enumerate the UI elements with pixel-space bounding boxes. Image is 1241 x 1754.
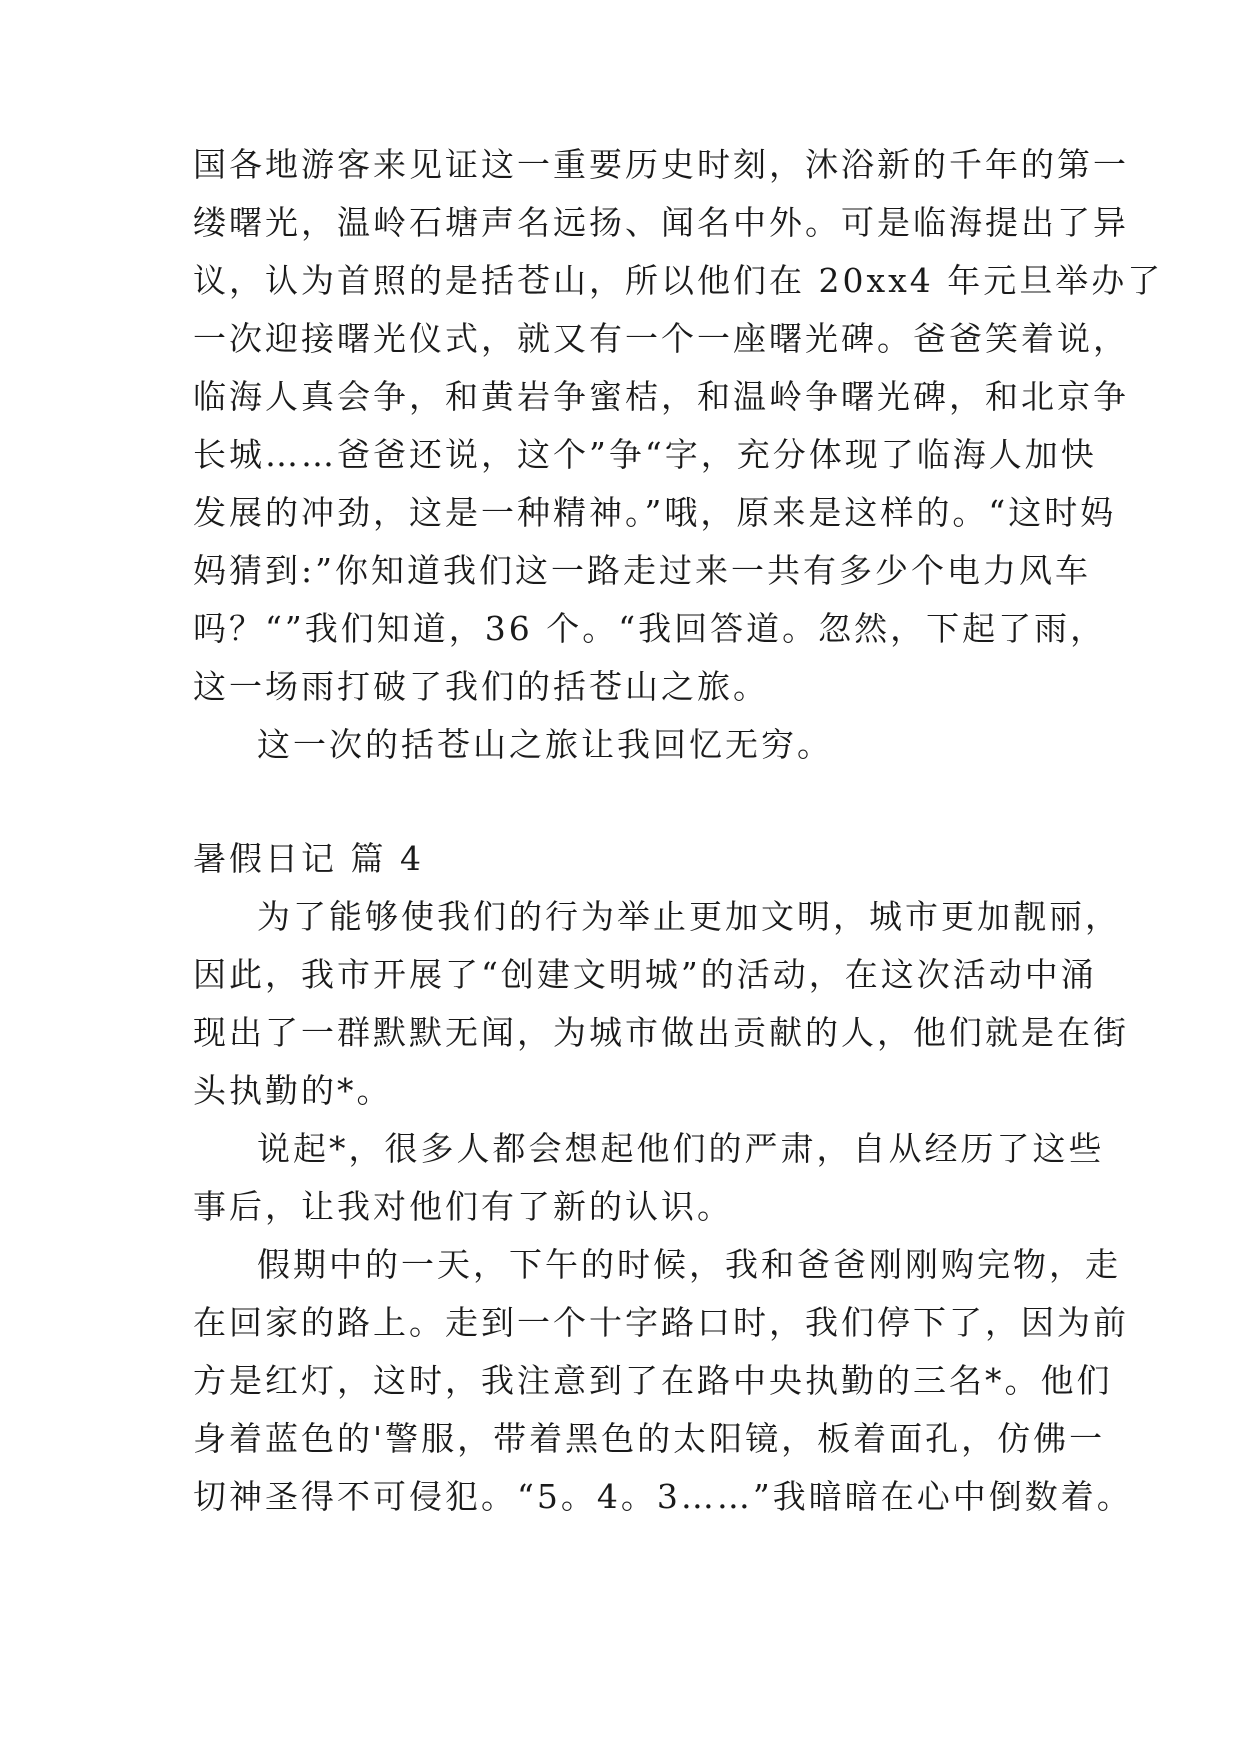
text-line: 现出了一群默默无闻，为城市做出贡献的人，他们就是在街 xyxy=(193,1013,1129,1052)
text-line: 说起*，很多人都会想起他们的严肃，自从经历了这些 xyxy=(257,1129,1105,1168)
text-line: 事后，让我对他们有了新的认识。 xyxy=(193,1187,733,1226)
text-line: 发展的冲劲，这是一种精神。”哦，原来是这样的。“这时妈 xyxy=(193,493,1117,532)
text-line: 切神圣得不可侵犯。“5。4。3……”我暗暗在心中倒数着。 xyxy=(193,1477,1133,1516)
text-line: 因此，我市开展了“创建文明城”的活动，在这次活动中涌 xyxy=(193,955,1097,994)
text-line: 在回家的路上。走到一个十字路口时，我们停下了，因为前 xyxy=(193,1303,1129,1342)
text-line: 临海人真会争，和黄岩争蜜桔，和温岭争曙光碑，和北京争 xyxy=(193,377,1129,416)
text-line: 妈猜到:”你知道我们这一路走过来一共有多少个电力风车 xyxy=(193,551,1091,590)
text-line: 国各地游客来见证这一重要历史时刻，沐浴新的千年的第一 xyxy=(193,145,1129,184)
text-line: 为了能够使我们的行为举止更加文明，城市更加靓丽， xyxy=(257,897,1121,936)
text-line: 吗？“”我们知道，36 个。“我回答道。忽然，下起了雨， xyxy=(193,609,1107,648)
text-line: 身着蓝色的'警服，带着黑色的太阳镜，板着面孔，仿佛一 xyxy=(193,1419,1106,1458)
text-line: 假期中的一天，下午的时候，我和爸爸刚刚购完物，走 xyxy=(257,1245,1121,1284)
text-line: 一次迎接曙光仪式，就又有一个一座曙光碑。爸爸笑着说， xyxy=(193,319,1129,358)
text-line: 方是红灯，这时，我注意到了在路中央执勤的三名*。他们 xyxy=(193,1361,1113,1400)
section-title: 暑假日记 篇 4 xyxy=(193,839,424,878)
closing-paragraph: 这一次的括苍山之旅让我回忆无穷。 xyxy=(257,725,833,764)
text-line: 缕曙光，温岭石塘声名远扬、闻名中外。可是临海提出了异 xyxy=(193,203,1129,242)
text-line: 长城……爸爸还说，这个”争“字，充分体现了临海人加快 xyxy=(193,435,1097,474)
text-line: 议，认为首照的是括苍山，所以他们在 20xx4 年元旦举办了 xyxy=(193,261,1164,300)
text-line: 这一场雨打破了我们的括苍山之旅。 xyxy=(193,667,769,706)
text-line: 头执勤的*。 xyxy=(193,1071,393,1110)
